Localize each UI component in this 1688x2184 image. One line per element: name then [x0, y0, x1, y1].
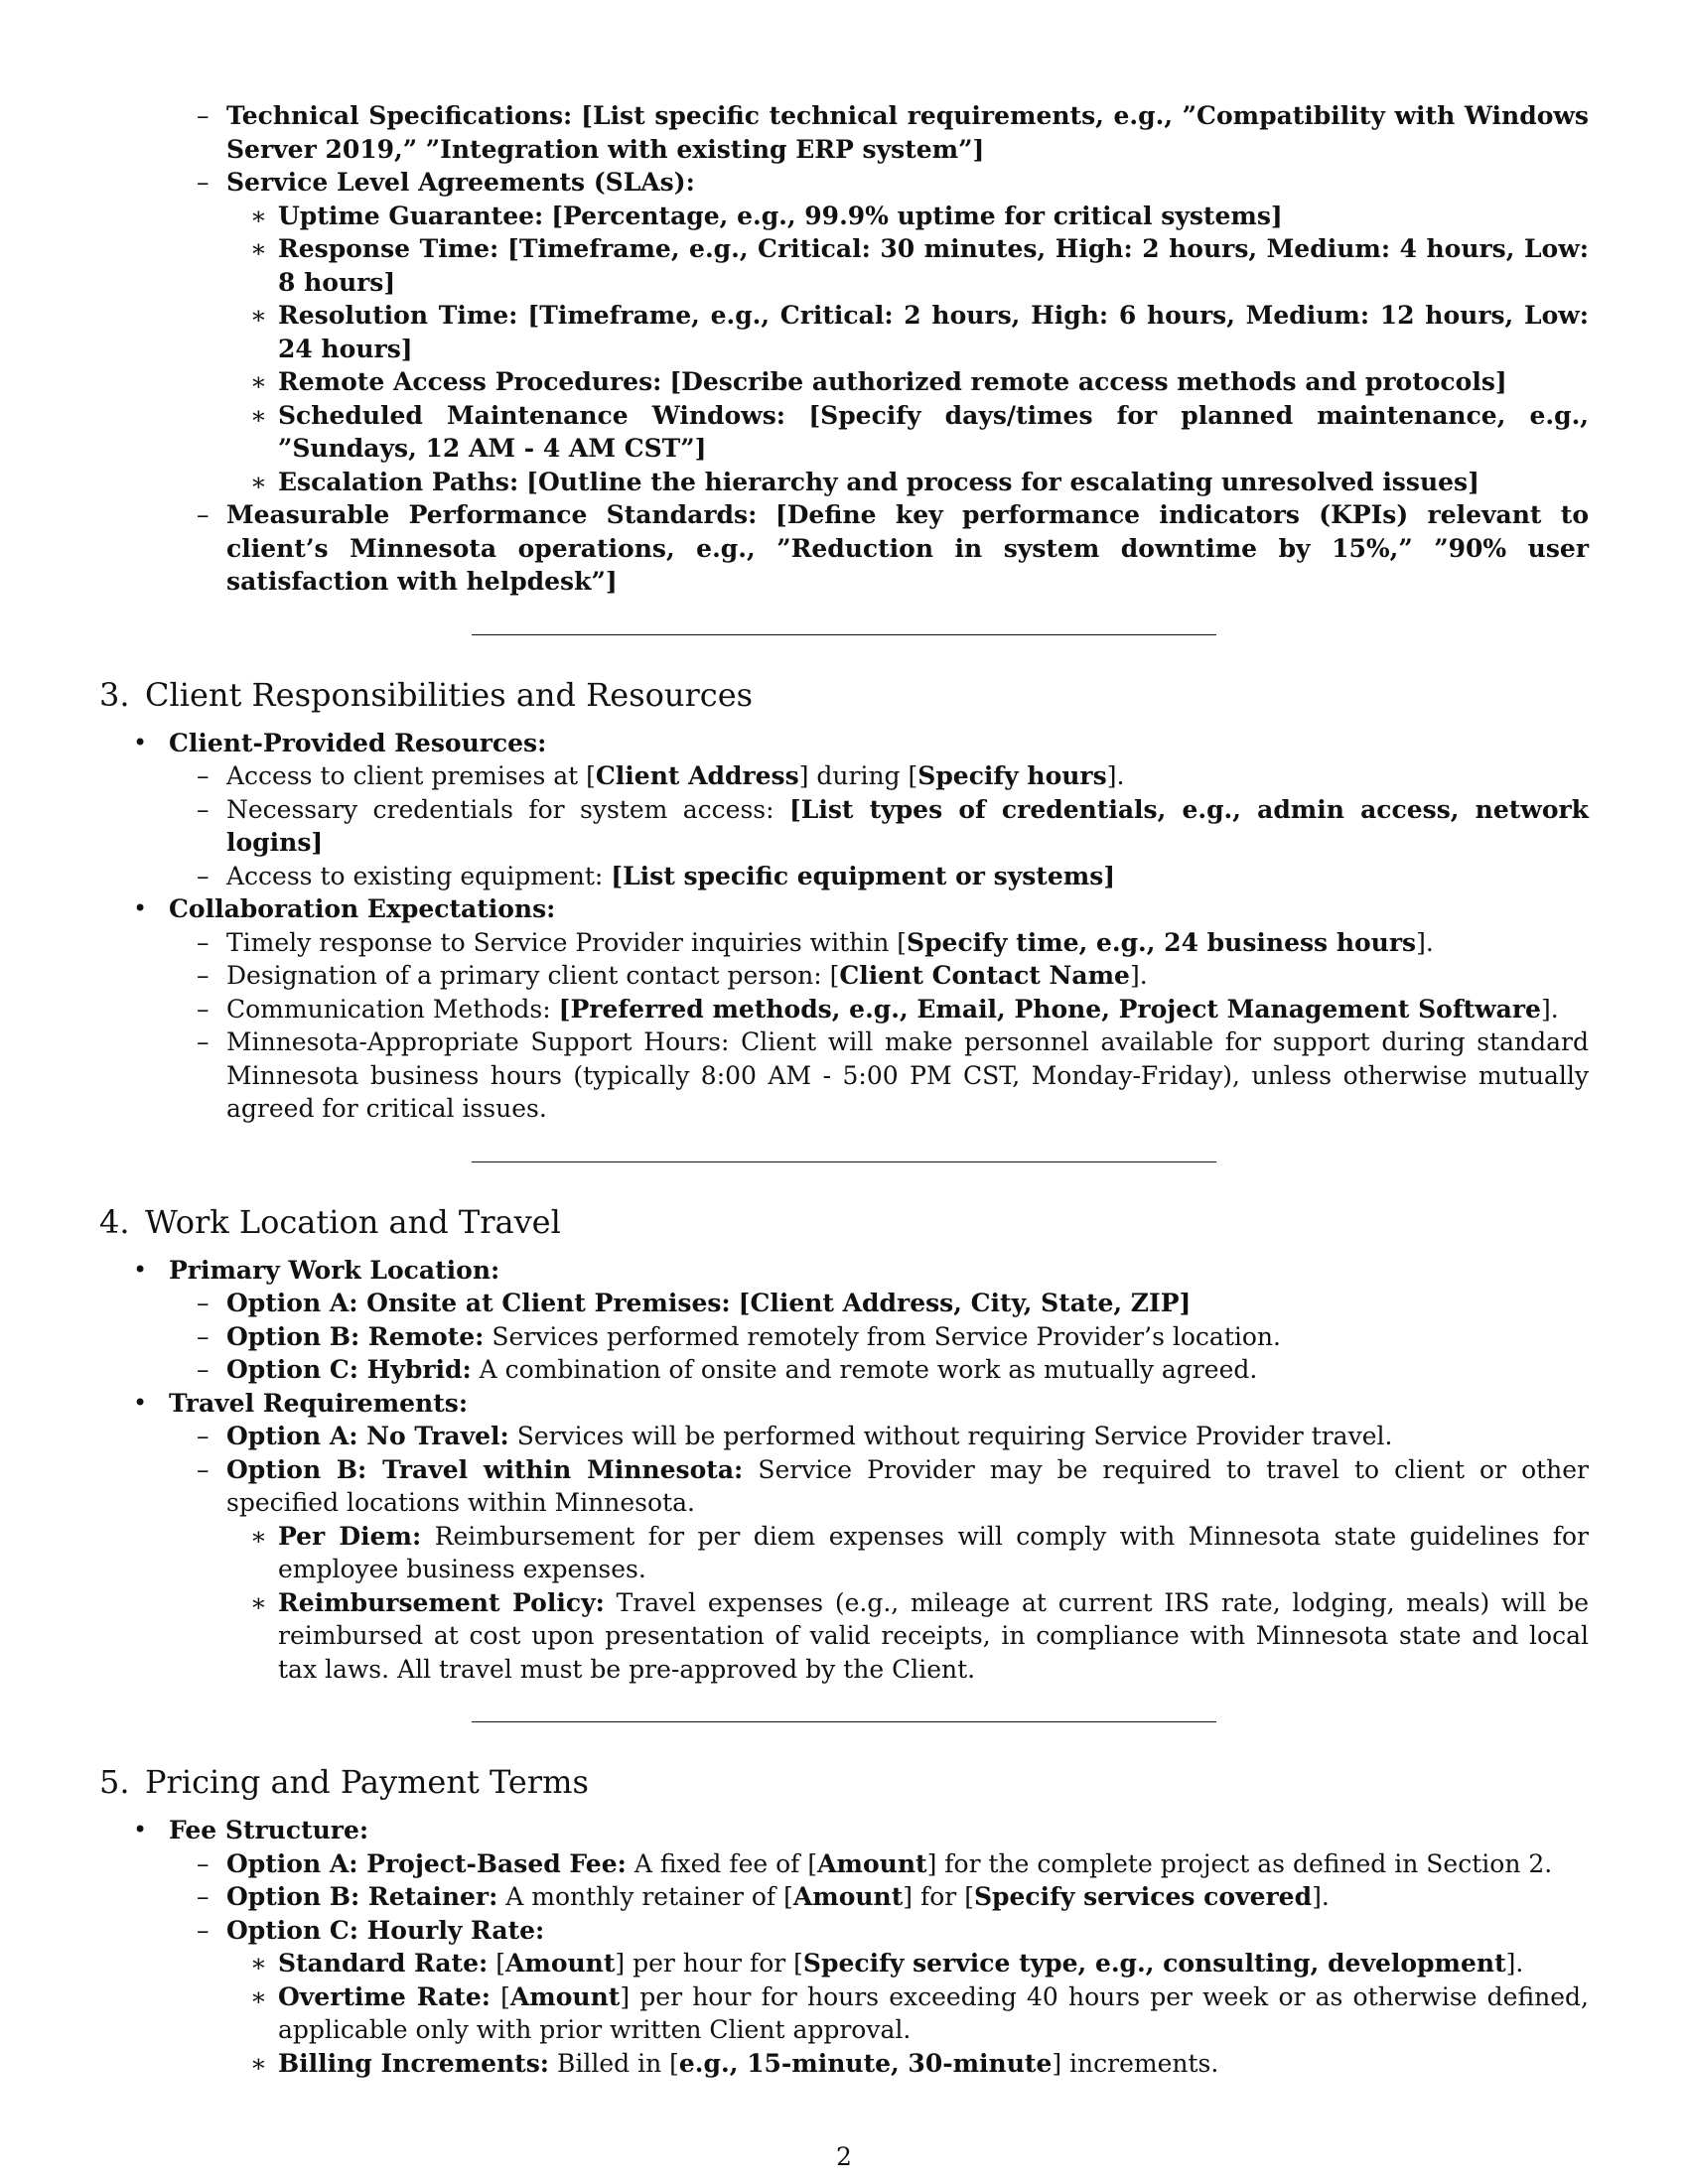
list-item: • Fee Structure: – Option A: Project-Based Fee: A fixed fee of [Amount] for the complete project as defined in Section 2. – Option B: Retainer: A monthly retainer of [Amount] for [Specify services covered]. – Option C: Hourly Rate: ∗ Standard Rate: [Amount] per hour for [Specify service type, e.g., consulting, development]. ∗ Overtime Rate: [Amount] per hour for hours exceeding 40 hours per week or as otherwise defined, applicable only with prior written Client approval. ∗ Billing Increments: Billed in [e.g., 15-minute, 30-minute] increments. — [99, 1814, 1589, 2080]
list-item: – Minnesota-Appropriate Support Hours: Client will make personnel available for support during standard Minnesota business hours (typically 8:00 AM - 5:00 PM CST, Monday-Friday), unless otherwise mutually agreed for critical issues. — [99, 1025, 1589, 1126]
list-item: • Primary Work Location: – Option A: Onsite at Client Premises: [Client Address, City, State, ZIP] – Option B: Remote: Services performed remotely from Service Provider’s location. – Option C: Hybrid: A combination of onsite and remote work as mutually agreed. — [99, 1254, 1589, 1387]
list-item: – Communication Methods: [Preferred methods, e.g., Email, Phone, Project Management Software]. — [99, 993, 1589, 1026]
list-item: – Option B: Remote: Services performed remotely from Service Provider’s location. — [99, 1320, 1589, 1354]
list-item: ∗ Per Diem: Reimbursement for per diem expenses will comply with Minnesota state guidelines for employee business expenses. — [99, 1520, 1589, 1586]
list-item: – Option B: Retainer: A monthly retainer of [Amount] for [Specify services covered]. — [99, 1880, 1589, 1914]
list-item: – Designation of a primary client contact person: [Client Contact Name]. — [99, 959, 1589, 993]
list-item: ∗ Scheduled Maintenance Windows: [Specify days/times for planned maintenance, e.g., ”Sundays, 12 AM - 4 AM CST”] — [99, 399, 1589, 466]
list-item: ∗ Remote Access Procedures: [Describe authorized remote access methods and protocols] — [99, 365, 1589, 399]
section5-list — [99, 1814, 1589, 2080]
list-item: – Timely response to Service Provider inquiries within [Specify time, e.g., 24 business hours]. — [99, 926, 1589, 960]
list-item: – Access to existing equipment: [List specific equipment or systems] — [99, 860, 1589, 893]
section-heading: 4. Work Location and Travel — [99, 1202, 561, 1241]
list-item: ∗ Resolution Time: [Timeframe, e.g., Critical: 2 hours, High: 6 hours, Medium: 12 hours, Low: 24 hours] — [99, 299, 1589, 365]
list-item: • Client-Provided Resources: – Access to client premises at [Client Address] during [Specify hours]. – Necessary credentials for system access: [List types of credentials, e.g., admin access, network logins] – Access to existing equipment: [List specific equipment or systems] — [99, 727, 1589, 893]
list-item: – Measurable Performance Standards: [Define key performance indicators (KPIs) relevant to client’s Minnesota operations, e.g., ”Reduction in system downtime by 15%,” ”90% user satisfaction with helpdesk”] — [99, 498, 1589, 599]
section-divider — [472, 1161, 1216, 1162]
section3-list — [99, 727, 1589, 1126]
list-item: ∗ Response Time: [Timeframe, e.g., Critical: 30 minutes, High: 2 hours, Medium: 4 hours, Low: 8 hours] — [99, 232, 1589, 299]
list-item: ∗ Reimbursement Policy: Travel expenses (e.g., mileage at current IRS rate, lodging, meals) will be reimbursed at cost upon presentation of valid receipts, in compliance with Minnesota state and local tax laws. All travel must be pre-approved by the Client. — [99, 1586, 1589, 1687]
section-heading: 3. Client Responsibilities and Resources — [99, 675, 754, 714]
list-item: – Option A: No Travel: Services will be performed without requiring Service Provider travel. — [99, 1420, 1589, 1453]
list-item: – Option A: Project-Based Fee: A fixed fee of [Amount] for the complete project as defined in Section 2. — [99, 1847, 1589, 1881]
section2-continued-list — [99, 99, 1589, 599]
section-divider — [472, 634, 1216, 635]
list-item: – Service Level Agreements (SLAs): ∗ Uptime Guarantee: [Percentage, e.g., 99.9% uptime for critical systems] ∗ Response Time: [Timeframe, e.g., Critical: 30 minutes, High: 2 hours, Medium: 4 hours, Low: 8 hours] ∗ Resolution Time: [Timeframe, e.g., Critical: 2 hours, High: 6 hours, Medium: 12 hours, Low: 24 hours] ∗ Remote Access Procedures: [Describe authorized remote access methods and protocols] ∗ Scheduled Maintenance Windows: [Specify days/times for planned maintenance, e.g., ”Sundays, 12 AM - 4 AM CST”] ∗ Escalation Paths: [Outline the hierarchy and process for escalating unresolved issues] — [99, 166, 1589, 498]
list-item: – Necessary credentials for system access: [List types of credentials, e.g., admin access, network logins] — [99, 793, 1589, 860]
list-item: – Option C: Hourly Rate: ∗ Standard Rate: [Amount] per hour for [Specify service type, e.g., consulting, development]. ∗ Overtime Rate: [Amount] per hour for hours exceeding 40 hours per week or as otherwise defined, applicable only with prior written Client approval. ∗ Billing Increments: Billed in [e.g., 15-minute, 30-minute] increments. — [99, 1914, 1589, 2081]
list-item: ∗ Escalation Paths: [Outline the hierarchy and process for escalating unresolved issues] — [99, 466, 1589, 499]
list-item: ∗ Billing Increments: Billed in [e.g., 15-minute, 30-minute] increments. — [99, 2047, 1589, 2081]
section-heading: 5. Pricing and Payment Terms — [99, 1763, 589, 1801]
list-item: – Option C: Hybrid: A combination of onsite and remote work as mutually agreed. — [99, 1353, 1589, 1387]
page-content — [99, 99, 1589, 2080]
sla-list — [99, 200, 1589, 499]
list-item: – Option B: Travel within Minnesota: Service Provider may be required to travel to client or other specified locations within Minnesota. ∗ Per Diem: Reimbursement for per diem expenses will comply with Minnesota state guidelines for employee business expenses. ∗ Reimbursement Policy: Travel expenses (e.g., mileage at current IRS rate, lodging, meals) will be reimbursed at cost upon presentation of valid receipts, in compliance with Minnesota state and local tax laws. All travel must be pre-approved by the Client. — [99, 1453, 1589, 1687]
list-item: ∗ Overtime Rate: [Amount] per hour for hours exceeding 40 hours per week or as otherwise defined, applicable only with prior written Client approval. — [99, 1980, 1589, 2047]
section-divider — [472, 1721, 1216, 1722]
list-item: • Travel Requirements: – Option A: No Travel: Services will be performed without requiring Service Provider travel. – Option B: Travel within Minnesota: Service Provider may be required to travel to client or other specified locations within Minnesota. ∗ Per Diem: Reimbursement for per diem expenses will comply with Minnesota state guidelines for employee business expenses. ∗ Reimbursement Policy: Travel expenses (e.g., mileage at current IRS rate, lodging, meals) will be reimbursed at cost upon presentation of valid receipts, in compliance with Minnesota state and local tax laws. All travel must be pre-approved by the Client. — [99, 1387, 1589, 1687]
list-item: – Option A: Onsite at Client Premises: [Client Address, City, State, ZIP] — [99, 1287, 1589, 1320]
list-item: ∗ Standard Rate: [Amount] per hour for [Specify service type, e.g., consulting, development]. — [99, 1947, 1589, 1980]
page-number: 2 — [836, 2142, 852, 2171]
list-item: • Collaboration Expectations: – Timely response to Service Provider inquiries within [Specify time, e.g., 24 business hours]. – Designation of a primary client contact person: [Client Contact Name]. – Communication Methods: [Preferred methods, e.g., Email, Phone, Project Management Software]. – Minnesota-Appropriate Support Hours: Client will make personnel available for support during standard Minnesota business hours (typically 8:00 AM - 5:00 PM CST, Monday-Friday), unless otherwise mutually agreed for critical issues. — [99, 892, 1589, 1126]
list-item: ∗ Uptime Guarantee: [Percentage, e.g., 99.9% uptime for critical systems] — [99, 200, 1589, 233]
section4-list — [99, 1254, 1589, 1687]
list-item: – Access to client premises at [Client Address] during [Specify hours]. — [99, 759, 1589, 793]
list-item: – Technical Specifications: [List specific technical requirements, e.g., ”Compatibility with Windows Server 2019,” ”Integration with existing ERP system”] — [99, 99, 1589, 166]
